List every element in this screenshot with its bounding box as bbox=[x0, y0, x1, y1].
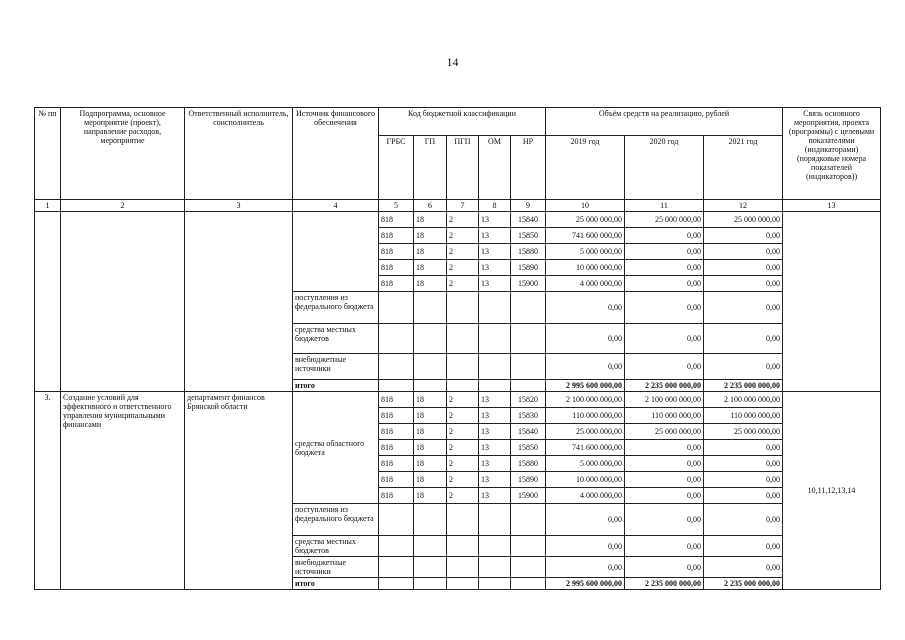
amount-2019-cell: 4 000 000,00 bbox=[546, 276, 625, 292]
row-number-cell: 3. bbox=[35, 392, 61, 590]
grbs-cell: 818 bbox=[379, 488, 414, 504]
amount-2021-cell: 0,00 bbox=[704, 557, 783, 578]
amount-2020-cell: 0,00 bbox=[625, 354, 704, 380]
amount-2021-cell: 0,00 bbox=[704, 292, 783, 324]
om-cell bbox=[479, 536, 511, 557]
pgp-cell bbox=[447, 380, 479, 392]
pgp-cell: 2 bbox=[447, 228, 479, 244]
gp-cell: 18 bbox=[414, 212, 447, 228]
om-cell: 13 bbox=[479, 228, 511, 244]
page-number: 14 bbox=[446, 55, 459, 69]
amount-2020-cell: 0,00 bbox=[625, 504, 704, 536]
amount-2021-cell: 0,00 bbox=[704, 536, 783, 557]
grbs-cell: 818 bbox=[379, 228, 414, 244]
pgp-cell bbox=[447, 578, 479, 590]
pgp-cell bbox=[447, 504, 479, 536]
grbs-cell: 818 bbox=[379, 472, 414, 488]
amount-2021-cell: 25 000 000,00 bbox=[704, 424, 783, 440]
gp-cell bbox=[414, 324, 447, 354]
header-link: Связь основного мероприятия, проекта (программы) с целевыми показателями (индикаторами) (порядковые номера показателей (индикаторов)) bbox=[783, 108, 881, 200]
header-grbs: ГРБС bbox=[379, 136, 414, 200]
grbs-cell bbox=[379, 292, 414, 324]
amount-2019-cell: 2 100 000 000,00 bbox=[546, 392, 625, 408]
amount-2019-cell: 0,00 bbox=[546, 354, 625, 380]
amount-2020-cell: 2 100 000 000,00 bbox=[625, 392, 704, 408]
gp-cell: 18 bbox=[414, 276, 447, 292]
grbs-cell bbox=[379, 536, 414, 557]
nr-cell: 15840 bbox=[511, 424, 546, 440]
amount-2020-cell: 0,00 bbox=[625, 292, 704, 324]
gp-cell: 18 bbox=[414, 228, 447, 244]
nr-cell: 15850 bbox=[511, 228, 546, 244]
amount-2019-cell: 4 000 000,00 bbox=[546, 488, 625, 504]
grbs-cell: 818 bbox=[379, 260, 414, 276]
executor-cell bbox=[185, 212, 293, 392]
grbs-cell bbox=[379, 504, 414, 536]
amount-2021-cell: 0,00 bbox=[704, 504, 783, 536]
gp-cell bbox=[414, 292, 447, 324]
amount-2019-cell: 0,00 bbox=[546, 292, 625, 324]
pgp-cell: 2 bbox=[447, 276, 479, 292]
grbs-cell: 818 bbox=[379, 456, 414, 472]
om-cell bbox=[479, 354, 511, 380]
header-nr: НР bbox=[511, 136, 546, 200]
grbs-cell bbox=[379, 324, 414, 354]
total-label-cell: итого bbox=[293, 578, 379, 590]
amount-2020-cell: 0,00 bbox=[625, 488, 704, 504]
col-number: 4 bbox=[293, 200, 379, 212]
pgp-cell: 2 bbox=[447, 424, 479, 440]
amount-2019-cell: 0,00 bbox=[546, 557, 625, 578]
om-cell: 13 bbox=[479, 408, 511, 424]
col-number: 10 bbox=[546, 200, 625, 212]
amount-2021-cell: 110 000 000,00 bbox=[704, 408, 783, 424]
col-number: 6 bbox=[414, 200, 447, 212]
grbs-cell: 818 bbox=[379, 424, 414, 440]
indicator-cell: 10,11,12,13,14 bbox=[783, 392, 881, 590]
header-funds: Объём средств на реализацию, рублей bbox=[546, 108, 783, 136]
nr-cell: 15900 bbox=[511, 488, 546, 504]
amount-2020-cell: 0,00 bbox=[625, 324, 704, 354]
col-number: 8 bbox=[479, 200, 511, 212]
om-cell: 13 bbox=[479, 244, 511, 260]
nr-cell bbox=[511, 354, 546, 380]
gp-cell: 18 bbox=[414, 440, 447, 456]
pgp-cell: 2 bbox=[447, 392, 479, 408]
header-2020: 2020 год bbox=[625, 136, 704, 200]
gp-cell bbox=[414, 354, 447, 380]
amount-2019-cell: 741 600 000,00 bbox=[546, 228, 625, 244]
gp-cell: 18 bbox=[414, 424, 447, 440]
pgp-cell: 2 bbox=[447, 212, 479, 228]
amount-2019-cell: 10 000 000,00 bbox=[546, 472, 625, 488]
column-numbers-row bbox=[35, 200, 881, 212]
amount-2020-cell: 0,00 bbox=[625, 228, 704, 244]
om-cell bbox=[479, 292, 511, 324]
gp-cell: 18 bbox=[414, 408, 447, 424]
amount-2021-cell: 0,00 bbox=[704, 488, 783, 504]
amount-2020-cell: 0,00 bbox=[625, 260, 704, 276]
gp-cell bbox=[414, 557, 447, 578]
om-cell: 13 bbox=[479, 440, 511, 456]
col-number: 3 bbox=[185, 200, 293, 212]
header-source: Источник финансового обеспечения bbox=[293, 108, 379, 200]
pgp-cell bbox=[447, 557, 479, 578]
amount-2021-cell: 2 100 000 000,00 bbox=[704, 392, 783, 408]
program-name-cell bbox=[61, 212, 185, 392]
amount-2020-cell: 0,00 bbox=[625, 440, 704, 456]
gp-cell: 18 bbox=[414, 260, 447, 276]
amount-2020-cell: 0,00 bbox=[625, 456, 704, 472]
om-cell: 13 bbox=[479, 456, 511, 472]
amount-2021-cell-total: 2 235 000 000,00 bbox=[704, 380, 783, 392]
amount-2019-cell: 5 000 000,00 bbox=[546, 456, 625, 472]
grbs-cell bbox=[379, 578, 414, 590]
source-cell: средства областного бюджета bbox=[293, 392, 379, 504]
amount-2019-cell-total: 2 995 600 000,00 bbox=[546, 578, 625, 590]
source-cell: средства местных бюджетов bbox=[293, 324, 379, 354]
gp-cell bbox=[414, 578, 447, 590]
source-cell: поступления из федерального бюджета bbox=[293, 504, 379, 536]
amount-2021-cell: 0,00 bbox=[704, 456, 783, 472]
executor-cell: департамент финансов Брянской области bbox=[185, 392, 293, 590]
om-cell: 13 bbox=[479, 276, 511, 292]
om-cell: 13 bbox=[479, 472, 511, 488]
om-cell: 13 bbox=[479, 212, 511, 228]
amount-2020-cell: 0,00 bbox=[625, 557, 704, 578]
amount-2020-cell: 0,00 bbox=[625, 536, 704, 557]
col-number: 11 bbox=[625, 200, 704, 212]
grbs-cell: 818 bbox=[379, 276, 414, 292]
om-cell bbox=[479, 380, 511, 392]
pgp-cell: 2 bbox=[447, 472, 479, 488]
pgp-cell: 2 bbox=[447, 260, 479, 276]
nr-cell: 15900 bbox=[511, 276, 546, 292]
header-executor: Ответственный исполнитель, соисполнитель bbox=[185, 108, 293, 200]
amount-2021-cell-total: 2 235 000 000,00 bbox=[704, 578, 783, 590]
nr-cell bbox=[511, 578, 546, 590]
gp-cell: 18 bbox=[414, 456, 447, 472]
pgp-cell bbox=[447, 354, 479, 380]
om-cell: 13 bbox=[479, 392, 511, 408]
nr-cell bbox=[511, 324, 546, 354]
header-om: ОМ bbox=[479, 136, 511, 200]
gp-cell: 18 bbox=[414, 472, 447, 488]
col-number: 9 bbox=[511, 200, 546, 212]
nr-cell: 15850 bbox=[511, 440, 546, 456]
amount-2020-cell: 0,00 bbox=[625, 472, 704, 488]
grbs-cell bbox=[379, 557, 414, 578]
source-cell: внебюджетные источники bbox=[293, 557, 379, 578]
amount-2019-cell: 5 000 000,00 bbox=[546, 244, 625, 260]
om-cell: 13 bbox=[479, 260, 511, 276]
source-cell: внебюджетные источники bbox=[293, 354, 379, 380]
gp-cell bbox=[414, 504, 447, 536]
row-number-cell bbox=[35, 212, 61, 392]
header-2021: 2021 год bbox=[704, 136, 783, 200]
header-2019: 2019 год bbox=[546, 136, 625, 200]
pgp-cell: 2 bbox=[447, 456, 479, 472]
amount-2019-cell: 25 000 000,00 bbox=[546, 424, 625, 440]
amount-2019-cell: 0,00 bbox=[546, 504, 625, 536]
nr-cell: 15830 bbox=[511, 408, 546, 424]
grbs-cell: 818 bbox=[379, 212, 414, 228]
gp-cell: 18 bbox=[414, 392, 447, 408]
grbs-cell bbox=[379, 380, 414, 392]
gp-cell: 18 bbox=[414, 244, 447, 260]
nr-cell bbox=[511, 557, 546, 578]
budget-code-row bbox=[35, 212, 881, 228]
amount-2019-cell: 0,00 bbox=[546, 536, 625, 557]
source-cell: поступления из федерального бюджета bbox=[293, 292, 379, 324]
nr-cell: 15820 bbox=[511, 392, 546, 408]
nr-cell: 15880 bbox=[511, 244, 546, 260]
grbs-cell: 818 bbox=[379, 440, 414, 456]
header-gp: ГП bbox=[414, 136, 447, 200]
amount-2020-cell: 110 000 000,00 bbox=[625, 408, 704, 424]
header-num: № пп bbox=[35, 108, 61, 200]
amount-2020-cell-total: 2 235 000 000,00 bbox=[625, 578, 704, 590]
pgp-cell: 2 bbox=[447, 244, 479, 260]
gp-cell: 18 bbox=[414, 488, 447, 504]
nr-cell: 15880 bbox=[511, 456, 546, 472]
amount-2020-cell: 25 000 000,00 bbox=[625, 424, 704, 440]
amount-2019-cell-total: 2 995 600 000,00 bbox=[546, 380, 625, 392]
program-name-cell: Создание условий для эффективного и ответственного управления муниципальными финансами bbox=[61, 392, 185, 590]
indicator-cell bbox=[783, 212, 881, 392]
gp-cell bbox=[414, 380, 447, 392]
om-cell bbox=[479, 557, 511, 578]
amount-2019-cell: 0,00 bbox=[546, 324, 625, 354]
amount-2021-cell: 0,00 bbox=[704, 228, 783, 244]
grbs-cell: 818 bbox=[379, 408, 414, 424]
nr-cell bbox=[511, 292, 546, 324]
budget-table bbox=[34, 107, 881, 590]
amount-2019-cell: 741 600 000,00 bbox=[546, 440, 625, 456]
amount-2020-cell: 0,00 bbox=[625, 244, 704, 260]
grbs-cell: 818 bbox=[379, 392, 414, 408]
amount-2020-cell: 25 000 000,00 bbox=[625, 212, 704, 228]
om-cell: 13 bbox=[479, 488, 511, 504]
nr-cell bbox=[511, 380, 546, 392]
header-program: Подпрограмма, основное мероприятие (проект), направление расходов, мероприятие bbox=[61, 108, 185, 200]
pgp-cell bbox=[447, 536, 479, 557]
col-number: 2 bbox=[61, 200, 185, 212]
amount-2019-cell: 10 000 000,00 bbox=[546, 260, 625, 276]
pgp-cell: 2 bbox=[447, 488, 479, 504]
nr-cell: 15840 bbox=[511, 212, 546, 228]
col-number: 12 bbox=[704, 200, 783, 212]
col-number: 5 bbox=[379, 200, 414, 212]
header-budget-code: Код бюджетной классификации bbox=[379, 108, 546, 136]
amount-2019-cell: 25 000 000,00 bbox=[546, 212, 625, 228]
col-number: 1 bbox=[35, 200, 61, 212]
col-number: 7 bbox=[447, 200, 479, 212]
amount-2020-cell-total: 2 235 000 000,00 bbox=[625, 380, 704, 392]
amount-2021-cell: 0,00 bbox=[704, 354, 783, 380]
source-cell bbox=[293, 212, 379, 292]
budget-code-row bbox=[35, 392, 881, 408]
om-cell: 13 bbox=[479, 424, 511, 440]
amount-2020-cell: 0,00 bbox=[625, 276, 704, 292]
pgp-cell: 2 bbox=[447, 408, 479, 424]
col-number: 13 bbox=[783, 200, 881, 212]
amount-2021-cell: 0,00 bbox=[704, 244, 783, 260]
amount-2019-cell: 110 000 000,00 bbox=[546, 408, 625, 424]
amount-2021-cell: 25 000 000,00 bbox=[704, 212, 783, 228]
nr-cell: 15890 bbox=[511, 260, 546, 276]
header-pgp: ПГП bbox=[447, 136, 479, 200]
amount-2021-cell: 0,00 bbox=[704, 324, 783, 354]
amount-2021-cell: 0,00 bbox=[704, 472, 783, 488]
om-cell bbox=[479, 324, 511, 354]
nr-cell bbox=[511, 504, 546, 536]
gp-cell bbox=[414, 536, 447, 557]
total-label-cell: итого bbox=[293, 380, 379, 392]
nr-cell bbox=[511, 536, 546, 557]
om-cell bbox=[479, 578, 511, 590]
grbs-cell: 818 bbox=[379, 244, 414, 260]
pgp-cell bbox=[447, 324, 479, 354]
amount-2021-cell: 0,00 bbox=[704, 276, 783, 292]
amount-2021-cell: 0,00 bbox=[704, 440, 783, 456]
pgp-cell bbox=[447, 292, 479, 324]
source-cell: средства местных бюджетов bbox=[293, 536, 379, 557]
pgp-cell: 2 bbox=[447, 440, 479, 456]
grbs-cell bbox=[379, 354, 414, 380]
amount-2021-cell: 0,00 bbox=[704, 260, 783, 276]
nr-cell: 15890 bbox=[511, 472, 546, 488]
om-cell bbox=[479, 504, 511, 536]
